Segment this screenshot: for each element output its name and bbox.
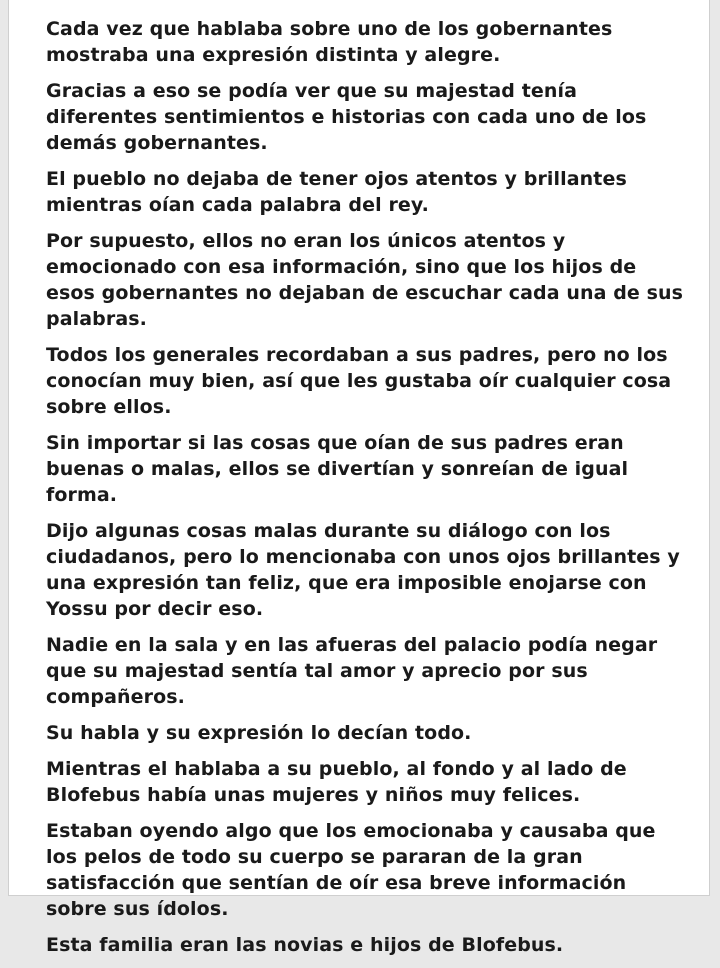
document-body <box>46 16 686 968</box>
paragraph: Nadie en la sala y en las afueras del palacio podía negar que su majestad sentía tal amor y aprecio por sus compañeros. <box>46 634 658 708</box>
paragraph: Dijo algunas cosas malas durante su diálogo con los ciudadanos, pero lo mencionaba con unos ojos brillantes y una expresión tan feliz, que era imposible enojarse con Yossu por decir eso. <box>46 520 680 620</box>
paragraph: Esta familia eran las novias e hijos de Blofebus. <box>46 934 564 956</box>
paragraph: Por supuesto, ellos no eran los únicos atentos y emocionado con esa información, sino que los hijos de esos gobernantes no dejaban de escuchar cada una de sus palabras. <box>46 230 684 330</box>
paragraph: El pueblo no dejaba de tener ojos atentos y brillantes mientras oían cada palabra del rey. <box>46 168 627 216</box>
paragraph: Mientras el hablaba a su pueblo, al fondo y al lado de Blofebus había unas mujeres y niños muy felices. <box>46 758 627 806</box>
paragraph: Estaban oyendo algo que los emocionaba y causaba que los pelos de todo su cuerpo se pararan de la gran satisfacción que sentían de oír esa breve información sobre sus ídolos. <box>46 820 656 920</box>
document-page <box>8 0 710 956</box>
paragraph: Cada vez que hablaba sobre uno de los gobernantes mostraba una expresión distinta y alegre. <box>46 18 613 66</box>
paragraph: Gracias a eso se podía ver que su majestad tenía diferentes sentimientos e historias con cada uno de los demás gobernantes. <box>46 80 647 154</box>
paragraph: Sin importar si las cosas que oían de sus padres eran buenas o malas, ellos se divertían y sonreían de igual forma. <box>46 432 629 506</box>
paragraph: Todos los generales recordaban a sus padres, pero no los conocían muy bien, así que les gustaba oír cualquier cosa sobre ellos. <box>46 344 672 418</box>
paragraph: Su habla y su expresión lo decían todo. <box>46 722 472 744</box>
